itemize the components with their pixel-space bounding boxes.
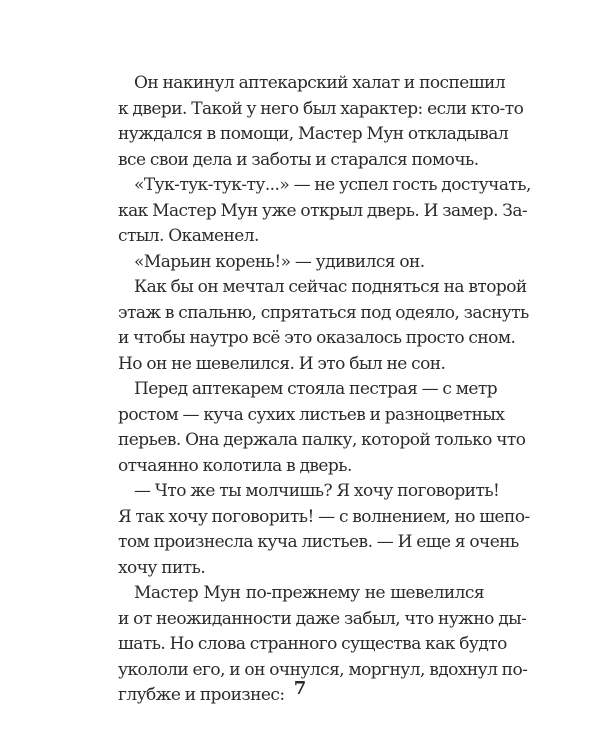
- text-line: все свои дела и заботы и старался помочь.: [118, 149, 479, 170]
- body-text: [118, 71, 531, 709]
- text-line: Перед аптекарем стояла пестрая — с метр: [134, 379, 498, 399]
- text-line: Мастер Мун по-прежнему не шевелился: [134, 583, 484, 603]
- text-line: том произнесла куча листьев. — И еще я очень: [118, 532, 519, 552]
- text-line: Но он не шевелился. И это был не сон.: [118, 353, 446, 374]
- text-line: этаж в спальню, спрятаться под одеяло, заснуть: [118, 302, 529, 323]
- text-line: хочу пить.: [118, 557, 206, 578]
- text-line: шать. Но слова странного существа как будто: [118, 634, 507, 654]
- text-line: Как бы он мечтал сейчас подняться на второй: [134, 277, 527, 297]
- text-line: и чтобы наутро всё это оказалось просто сном.: [118, 328, 516, 348]
- text-line: Он накинул аптекарский халат и поспешил: [134, 73, 506, 93]
- paragraph: [118, 275, 529, 377]
- text-line: «Марьин корень!» — удивился он.: [134, 251, 425, 272]
- text-line: нуждался в помощи, Мастер Мун откладывал: [118, 124, 509, 144]
- text-line: к двери. Такой у него был характер: если кто-то: [118, 98, 524, 119]
- paragraph: [118, 71, 524, 173]
- paragraph: [118, 479, 530, 581]
- paragraph: [118, 377, 526, 479]
- text-line: глубже и произнес:: [118, 685, 285, 705]
- text-line: Я так хочу поговорить! — с волнением, но шепо-: [118, 506, 530, 527]
- text-line: укололи его, и он очнулся, моргнул, вдохнул по-: [118, 659, 528, 680]
- text-line: как Мастер Мун уже открыл дверь. И замер. За-: [118, 200, 528, 221]
- text-line: и от неожиданности даже забыл, что нужно ды-: [118, 608, 527, 629]
- text-line: ростом — куча сухих листьев и разноцветных: [118, 404, 505, 425]
- text-line: перьев. Она держала палку, которой только что: [118, 430, 526, 450]
- text-line: стыл. Окаменел.: [118, 226, 259, 246]
- text-line: — Что же ты молчишь? Я хочу поговорить!: [134, 481, 500, 501]
- paragraph: [118, 173, 531, 250]
- page-number: 7: [293, 678, 307, 699]
- paragraph: [118, 250, 484, 276]
- text-line: отчаянно колотила в дверь.: [118, 455, 352, 476]
- text-line: «Тук-тук-тук-ту...» — не успел гость достучать,: [134, 175, 531, 195]
